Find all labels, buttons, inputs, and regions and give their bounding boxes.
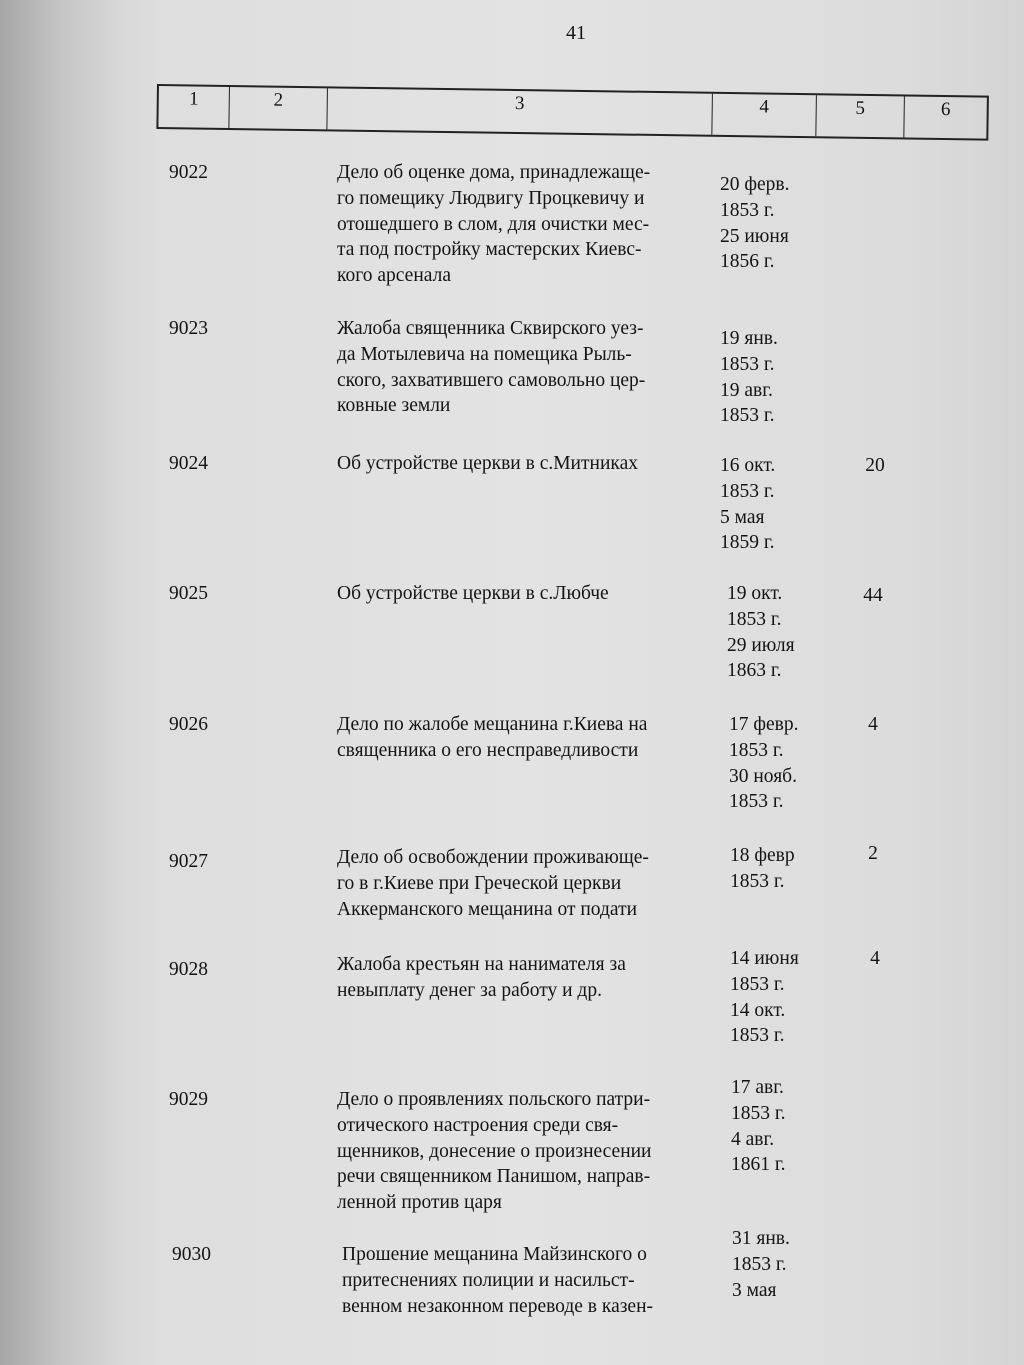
description-line: Об устройстве церкви в с.Любче bbox=[337, 583, 609, 604]
record-dates bbox=[720, 453, 820, 556]
record-description bbox=[337, 952, 715, 1004]
column-header-5: 5 bbox=[816, 95, 905, 137]
date-line: 1856 г. bbox=[720, 251, 775, 273]
date-line: 1853 г. bbox=[720, 480, 775, 502]
column-header-6: 6 bbox=[940, 98, 951, 121]
date-line: 1861 г. bbox=[731, 1154, 786, 1176]
description-line: отического настроения среди свя- bbox=[337, 1114, 619, 1136]
record-pages: 2 bbox=[868, 843, 878, 864]
date-line: 3 мая bbox=[732, 1279, 777, 1301]
record-number: 9026 bbox=[169, 714, 208, 735]
column-header-row bbox=[156, 84, 989, 141]
date-line: 4 авг. bbox=[731, 1128, 775, 1150]
date-line: 25 июня bbox=[720, 225, 789, 247]
description-line: го помещику Людвигу Процкевичу и bbox=[337, 187, 645, 209]
description-line: кого арсенала bbox=[337, 265, 451, 287]
date-line: 1853 г. bbox=[720, 353, 775, 375]
date-line: 1859 г. bbox=[720, 532, 775, 554]
record-description bbox=[342, 1242, 720, 1319]
date-line: 1853 г. bbox=[731, 1102, 786, 1124]
record-dates bbox=[729, 712, 829, 815]
date-line: 1853 г. bbox=[729, 791, 784, 813]
record-dates bbox=[720, 326, 820, 429]
description-line: ленной против царя bbox=[337, 1192, 502, 1214]
record-dates bbox=[730, 946, 830, 1049]
record-number: 9029 bbox=[169, 1089, 208, 1110]
date-line: 1853 г. bbox=[730, 1025, 785, 1047]
date-line: 1853 г. bbox=[727, 608, 782, 630]
column-header-2: 2 bbox=[229, 87, 328, 129]
record-number: 9024 bbox=[169, 453, 208, 474]
record-dates bbox=[720, 172, 820, 275]
record-number: 9025 bbox=[169, 583, 208, 604]
description-line: священника о его несправедливости bbox=[337, 739, 639, 761]
date-line: 1853 г. bbox=[720, 405, 775, 427]
record-pages: 20 bbox=[865, 455, 885, 476]
date-line: 18 февр bbox=[730, 845, 795, 866]
description-line: речи священником Панишом, направ- bbox=[337, 1166, 651, 1188]
description-line: Жалоба крестьян на нанимателя за bbox=[337, 954, 626, 975]
record-number: 9022 bbox=[169, 162, 208, 183]
page-number: 41 bbox=[566, 22, 586, 44]
date-line: 1863 г. bbox=[727, 660, 782, 682]
record-number: 9023 bbox=[169, 318, 208, 339]
date-line: 14 июня bbox=[730, 948, 799, 969]
record-dates bbox=[732, 1226, 832, 1303]
date-line: 5 мая bbox=[720, 506, 765, 528]
date-line: 17 авг. bbox=[731, 1077, 784, 1098]
record-number: 9028 bbox=[169, 959, 208, 980]
record-description bbox=[337, 160, 715, 289]
date-line: 30 нояб. bbox=[729, 765, 797, 787]
description-line: Дело о проявлениях польского патри- bbox=[337, 1089, 651, 1110]
record-dates bbox=[727, 581, 827, 684]
date-line: 20 ферв. bbox=[720, 174, 790, 195]
record-dates bbox=[731, 1075, 831, 1178]
page-gutter-shadow bbox=[0, 0, 120, 1365]
date-line: 1853 г. bbox=[730, 973, 785, 995]
description-line: Жалоба священника Сквирского уез- bbox=[337, 318, 644, 339]
record-number: 9027 bbox=[169, 851, 208, 872]
record-dates bbox=[730, 843, 830, 895]
column-header-3: 3 bbox=[327, 88, 713, 134]
column-header-4: 4 bbox=[712, 94, 817, 136]
description-line: та под постройку мастерских Киевс- bbox=[337, 239, 642, 261]
description-line: го в г.Киеве при Греческой церкви bbox=[337, 872, 622, 894]
record-description bbox=[337, 316, 715, 419]
date-line: 1853 г. bbox=[729, 739, 784, 761]
description-line: ского, захватившего самовольно цер- bbox=[337, 369, 646, 391]
date-line: 1853 г. bbox=[720, 199, 775, 221]
record-pages: 44 bbox=[863, 585, 883, 606]
date-line: 17 февр. bbox=[729, 714, 799, 735]
date-line: 19 авг. bbox=[720, 379, 773, 401]
record-pages: 4 bbox=[870, 948, 880, 969]
date-line: 29 июля bbox=[727, 634, 795, 656]
date-line: 19 окт. bbox=[727, 583, 783, 604]
description-line: ковные земли bbox=[337, 395, 451, 417]
description-line: Дело об оценке дома, принадлежаще- bbox=[337, 162, 651, 183]
description-line: притеснениях полиции и насильст- bbox=[342, 1269, 635, 1291]
date-line: 1853 г. bbox=[732, 1253, 787, 1275]
description-line: невыплату денег за работу и др. bbox=[337, 979, 602, 1001]
description-line: да Мотылевича на помещика Рыль- bbox=[337, 343, 632, 365]
record-description bbox=[337, 581, 715, 607]
description-line: щенников, донесение о произнесении bbox=[337, 1140, 652, 1162]
date-line: 1853 г. bbox=[730, 870, 785, 892]
record-number: 9030 bbox=[172, 1244, 211, 1265]
date-line: 19 янв. bbox=[720, 328, 778, 349]
description-line: Об устройстве церкви в с.Митниках bbox=[337, 453, 638, 474]
date-line: 31 янв. bbox=[732, 1228, 790, 1249]
description-line: отошедшего в слом, для очистки мес- bbox=[337, 213, 650, 235]
column-header-1: 1 bbox=[158, 86, 230, 128]
description-line: венном незаконном переводе в казен- bbox=[342, 1295, 654, 1317]
description-line: Прошение мещанина Майзинского о bbox=[342, 1244, 647, 1265]
description-line: Аккерманского мещанина от подати bbox=[337, 898, 638, 920]
record-description bbox=[337, 712, 715, 764]
record-description bbox=[337, 845, 715, 922]
record-description bbox=[337, 451, 715, 477]
date-line: 16 окт. bbox=[720, 455, 776, 476]
date-line: 14 окт. bbox=[730, 999, 786, 1021]
description-line: Дело об освобождении проживающе- bbox=[337, 847, 649, 868]
record-description bbox=[337, 1087, 715, 1216]
record-pages: 4 bbox=[868, 714, 878, 735]
description-line: Дело по жалобе мещанина г.Киева на bbox=[337, 714, 648, 735]
